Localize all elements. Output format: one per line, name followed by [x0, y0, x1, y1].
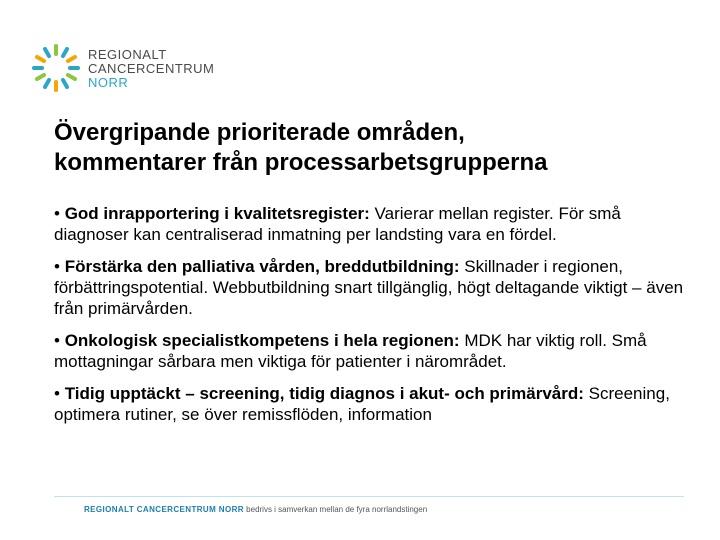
- rcc-logo-mark: [28, 40, 84, 96]
- bullet-text: Screening, optimera rutiner, se över remissflöden, information: [54, 384, 670, 424]
- logo-line-2: CANCERCENTRUM: [88, 61, 215, 76]
- bullet-item: [54, 256, 694, 319]
- rcc-logo: [28, 40, 215, 100]
- bullet-heading: Tidig upptäckt – screening, tidig diagnos i akut- och primärvård:: [64, 384, 584, 403]
- bullet-text: Skillnader i regionen, förbättringspotential. Webbutbildning snart tillgänglig, högt deltagande viktigt – även från primärvården.: [54, 257, 684, 318]
- slide-title: [54, 118, 694, 178]
- rcc-logo-text: [88, 48, 214, 90]
- bullet-text: Varierar mellan register. För små diagnoser kan centraliserad inmatning per landsting vara en fördel.: [54, 204, 621, 244]
- slide-title-line-1: Övergripande prioriterade områden,: [54, 119, 465, 146]
- footer-divider: [54, 496, 684, 497]
- logo-line-3: NORR: [88, 75, 129, 90]
- bullet-marker: •: [54, 204, 60, 223]
- bullet-heading: Onkologisk specialistkompetens i hela regionen:: [64, 331, 460, 350]
- bullet-marker: •: [54, 384, 60, 403]
- bullet-text: MDK har viktig roll. Små mottagningar sårbara men viktiga för patienter i närområdet.: [54, 331, 647, 371]
- footer-brand: REGIONALT CANCERCENTRUM NORR: [84, 505, 244, 514]
- footer-text: bedrivs i samverkan mellan de fyra norrlandstingen: [246, 505, 428, 514]
- logo-line-1: REGIONALT: [88, 47, 167, 62]
- bullet-list: [54, 203, 694, 436]
- bullet-item: [54, 203, 694, 245]
- footer: [84, 505, 427, 514]
- bullet-item: [54, 383, 694, 425]
- bullet-heading: Förstärka den palliativa vården, breddutbildning:: [64, 257, 460, 276]
- bullet-marker: •: [54, 331, 60, 350]
- bullet-marker: •: [54, 257, 60, 276]
- bullet-heading: God inrapportering i kvalitetsregister:: [64, 204, 370, 223]
- bullet-item: [54, 330, 694, 372]
- slide-title-line-2: kommentarer från processarbetsgrupperna: [54, 149, 548, 176]
